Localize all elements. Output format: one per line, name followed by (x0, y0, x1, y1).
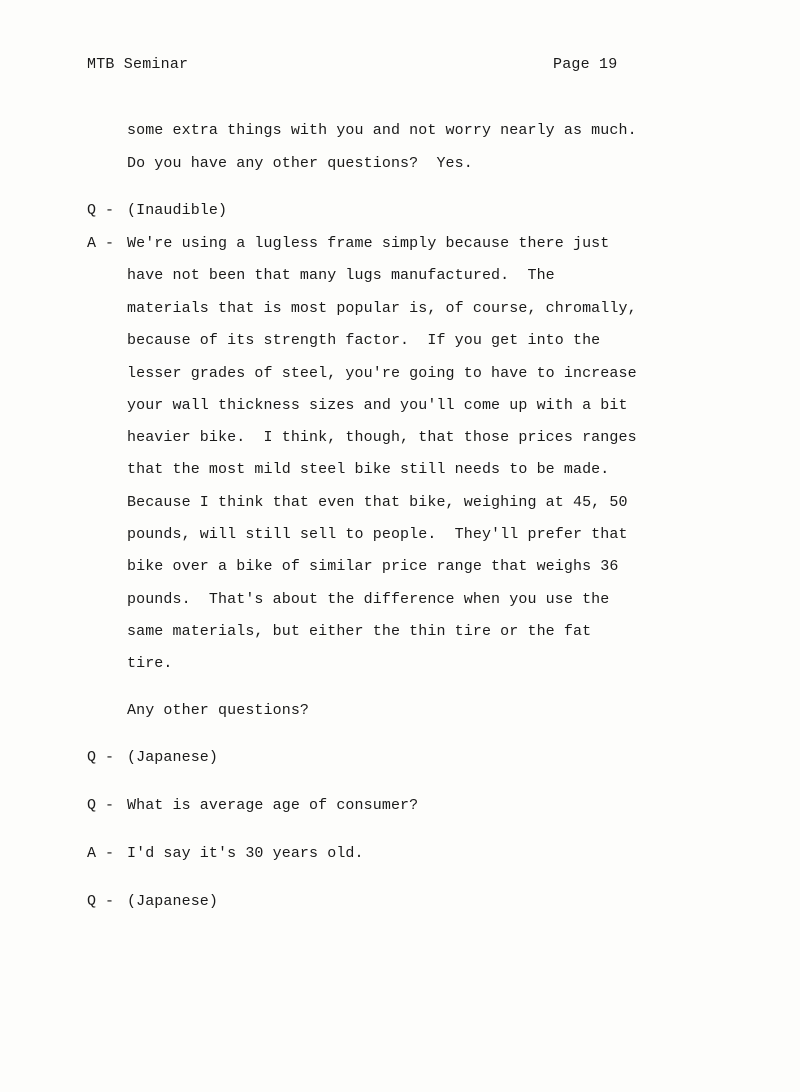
answer-line: materials that is most popular is, of course, chromally, (127, 300, 637, 317)
text-line: Any other questions? (127, 702, 310, 719)
answer-line: have not been that many lugs manufactured. The (127, 267, 555, 284)
answer-line: pounds. That's about the difference when you use the (127, 591, 610, 608)
speaker-marker: A - (87, 845, 115, 862)
answer-line: We're using a lugless frame simply because there just (127, 235, 610, 252)
answer-line: same materials, but either the thin tire or the fat (127, 623, 592, 640)
speaker-marker: A - (87, 235, 115, 252)
answer-line: tire. (127, 655, 173, 672)
speaker-marker: Q - (87, 797, 115, 814)
document-title: MTB Seminar (87, 56, 189, 73)
answer-line: because of its strength factor. If you get into the (127, 332, 601, 349)
speaker-marker: Q - (87, 202, 115, 219)
answer-line: lesser grades of steel, you're going to have to increase (127, 365, 637, 382)
question-text: (Japanese) (127, 893, 219, 910)
answer-line: that the most mild steel bike still needs to be made. (127, 461, 610, 478)
text-line: some extra things with you and not worry nearly as much. (127, 122, 637, 139)
answer-line: heavier bike. I think, though, that those prices ranges (127, 429, 637, 446)
question-text: What is average age of consumer? (127, 797, 419, 814)
speaker-marker: Q - (87, 893, 115, 910)
answer-line: your wall thickness sizes and you'll come up with a bit (127, 397, 628, 414)
text-line: Do you have any other questions? Yes. (127, 155, 473, 172)
answer-line: pounds, will still sell to people. They'll prefer that (127, 526, 628, 543)
answer-line: bike over a bike of similar price range that weighs 36 (127, 558, 619, 575)
page-number: Page 19 (553, 56, 618, 73)
speaker-marker: Q - (87, 749, 115, 766)
answer-line: Because I think that even that bike, weighing at 45, 50 (127, 494, 628, 511)
question-text: (Inaudible) (127, 202, 228, 219)
answer-text: I'd say it's 30 years old. (127, 845, 364, 862)
question-text: (Japanese) (127, 749, 219, 766)
